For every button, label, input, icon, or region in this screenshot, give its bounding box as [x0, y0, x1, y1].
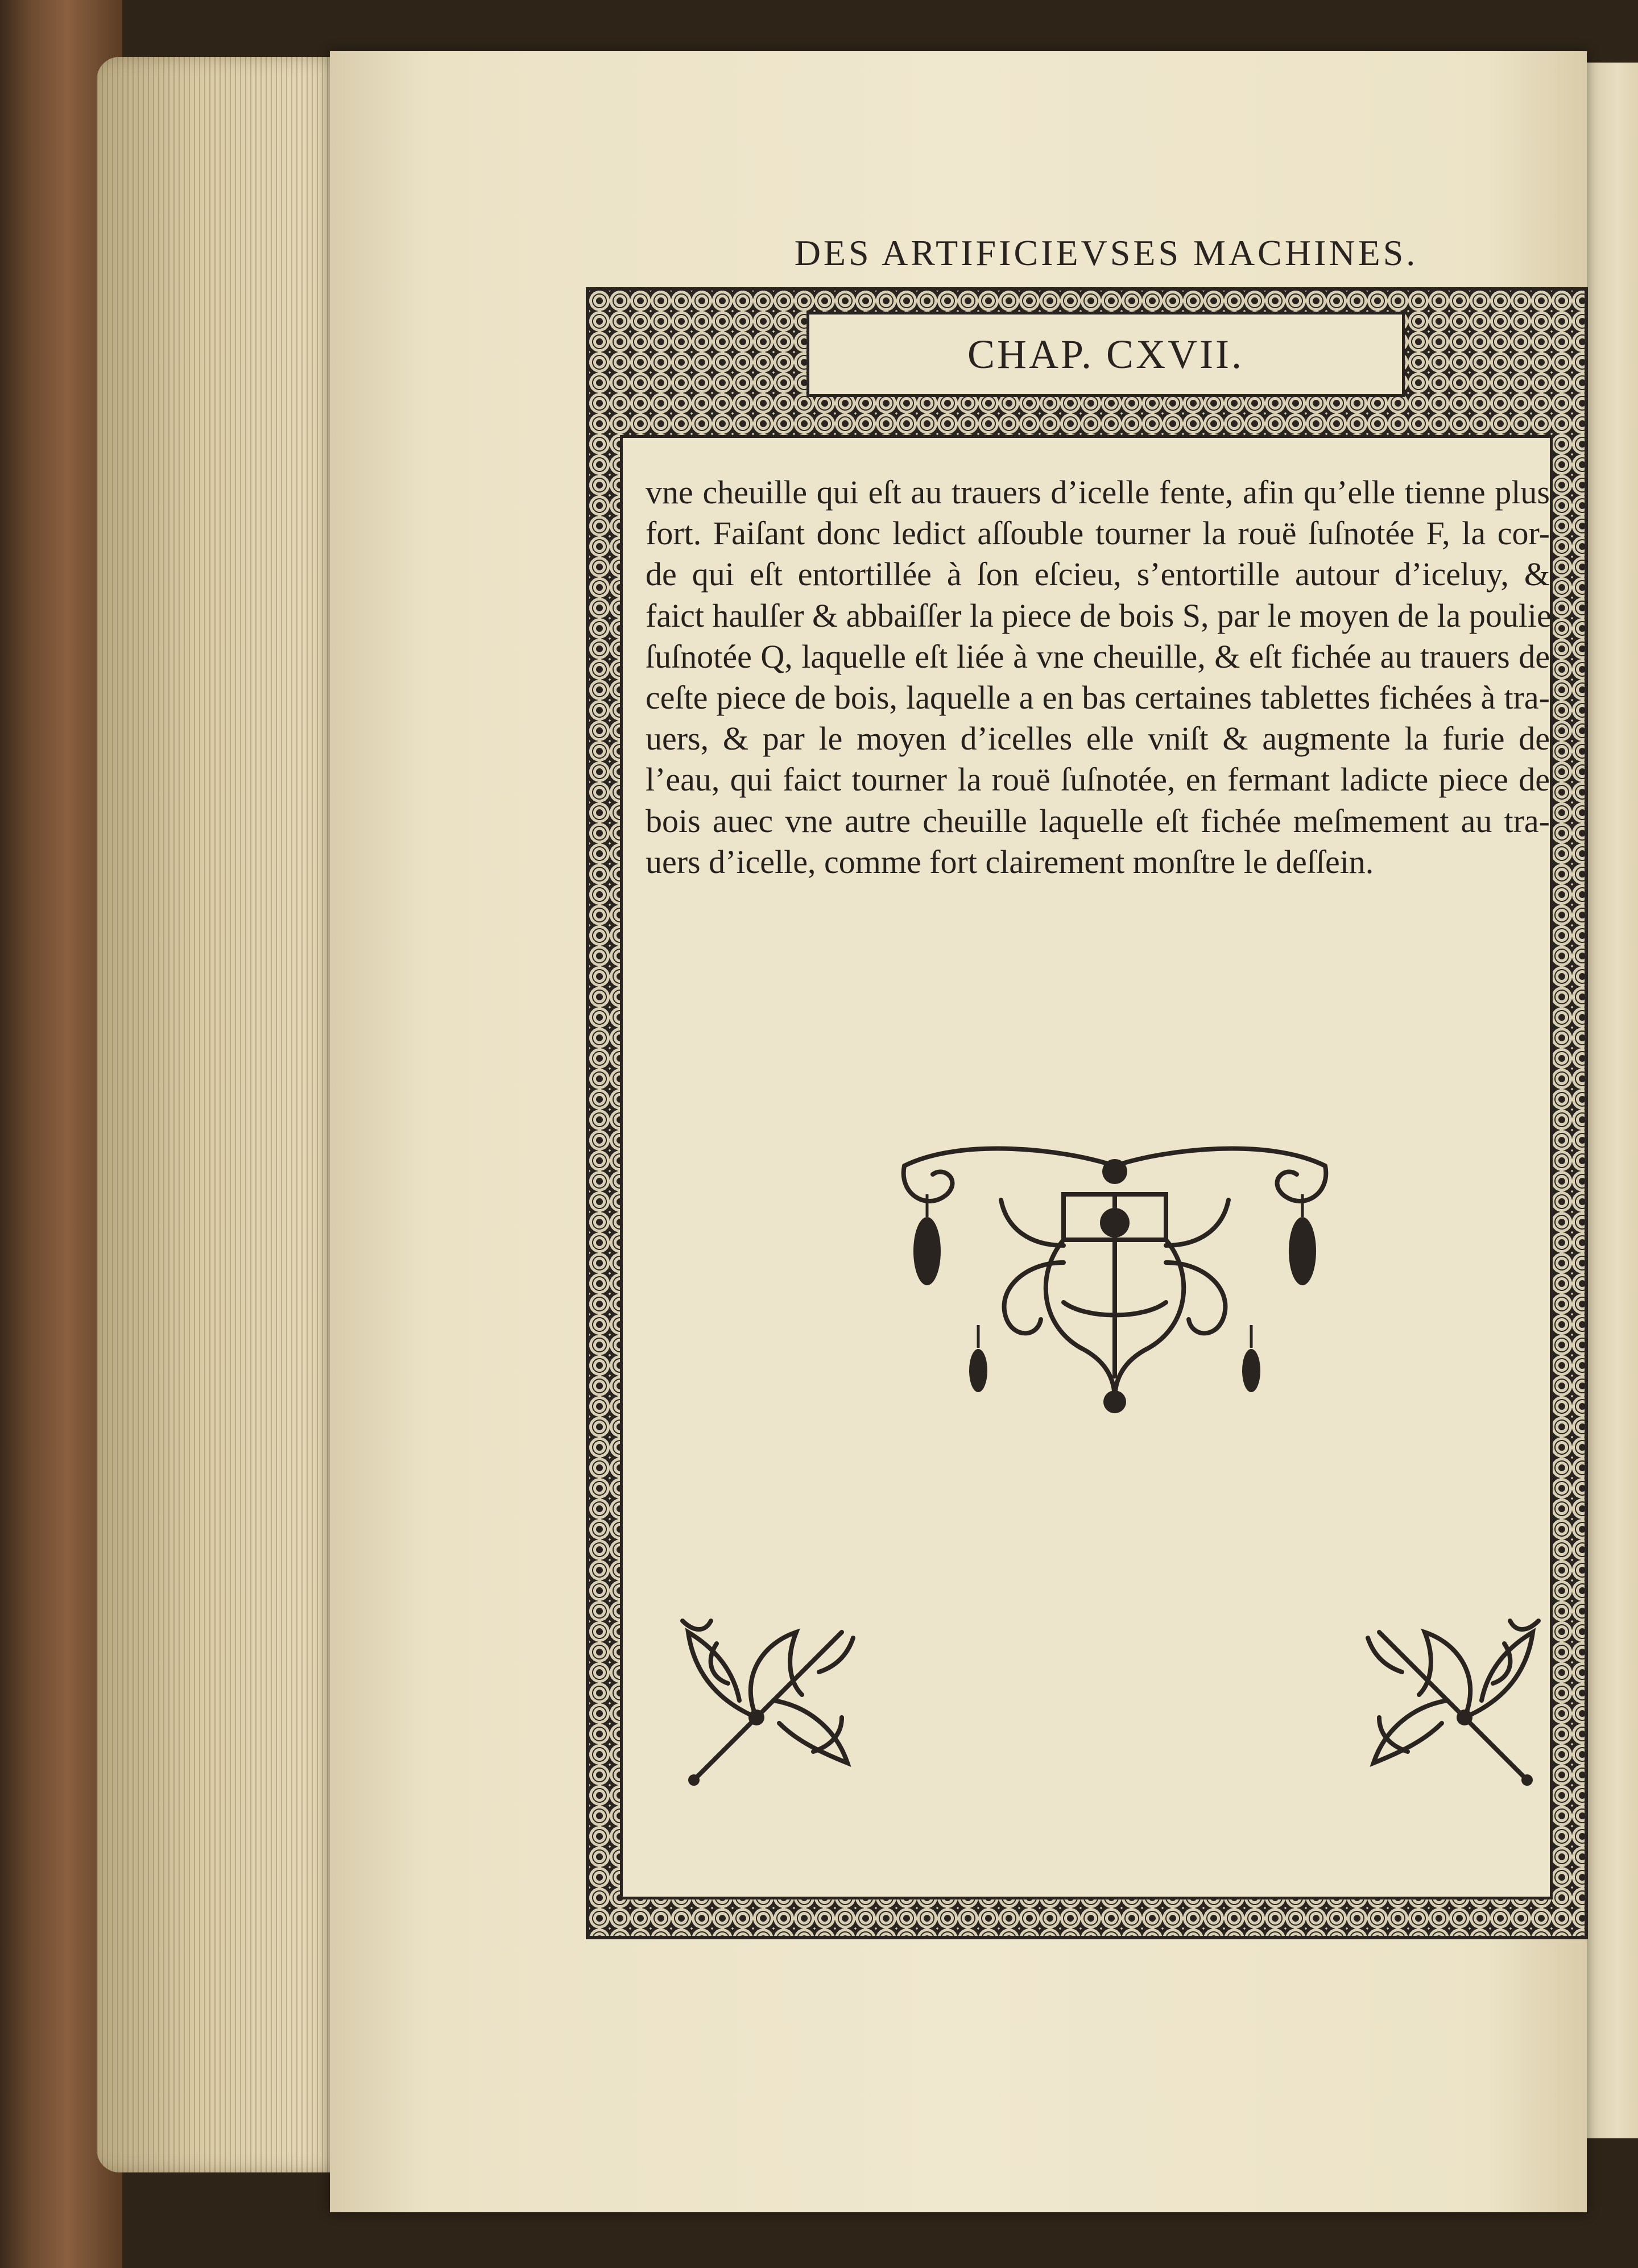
acanthus-fleuron-ornament-right [1356, 1609, 1550, 1791]
grotesque-mask-cartouche-ornament [893, 1132, 1337, 1422]
text-line: faict haulſer & abbaiſſer la piece de bois S, par le moyen de la poulie [646, 597, 1552, 634]
acanthus-fleuron-ornament-left [671, 1609, 864, 1791]
chapter-body-text [646, 472, 1550, 883]
text-line: bois auec vne autre cheuille laquelle eſt fichée meſmement au tra- [646, 802, 1550, 839]
text-line: l’eau, qui faict tourner la rouë ſuſnotée, en fermant ladicte piece de [646, 761, 1550, 798]
page-edges-stack [97, 57, 353, 2172]
text-line: uers d’icelle, comme fort clairement monſtre le deſſein. [646, 843, 1374, 880]
text-line: ſuſnotée Q, laquelle eſt liée à vne cheuille, & eſt fichée au trauers de [646, 638, 1550, 675]
text-line: uers, & par le moyen d’icelles elle vniſt & augmente la furie de [646, 720, 1550, 758]
text-line: de qui eſt entortillée à ſon eſcieu, s’entortille autour d’iceluy, & [646, 556, 1550, 593]
text-line: ceſte piece de bois, laquelle a en bas certaines tablettes fichées à tra- [646, 679, 1550, 717]
text-line: fort. Faiſant donc ledict aſſouble tourner la rouë ſuſnotée F, la cor- [646, 515, 1550, 552]
text-line: vne cheuille qui eſt au trauers d’icelle fente, afin qu’elle tienne plus [646, 474, 1550, 511]
chapter-title-box [806, 312, 1405, 397]
running-head: DES ARTIFICIEVSES MACHINES. [794, 233, 1418, 273]
chapter-title: CHAP. CXVII. [967, 331, 1244, 377]
